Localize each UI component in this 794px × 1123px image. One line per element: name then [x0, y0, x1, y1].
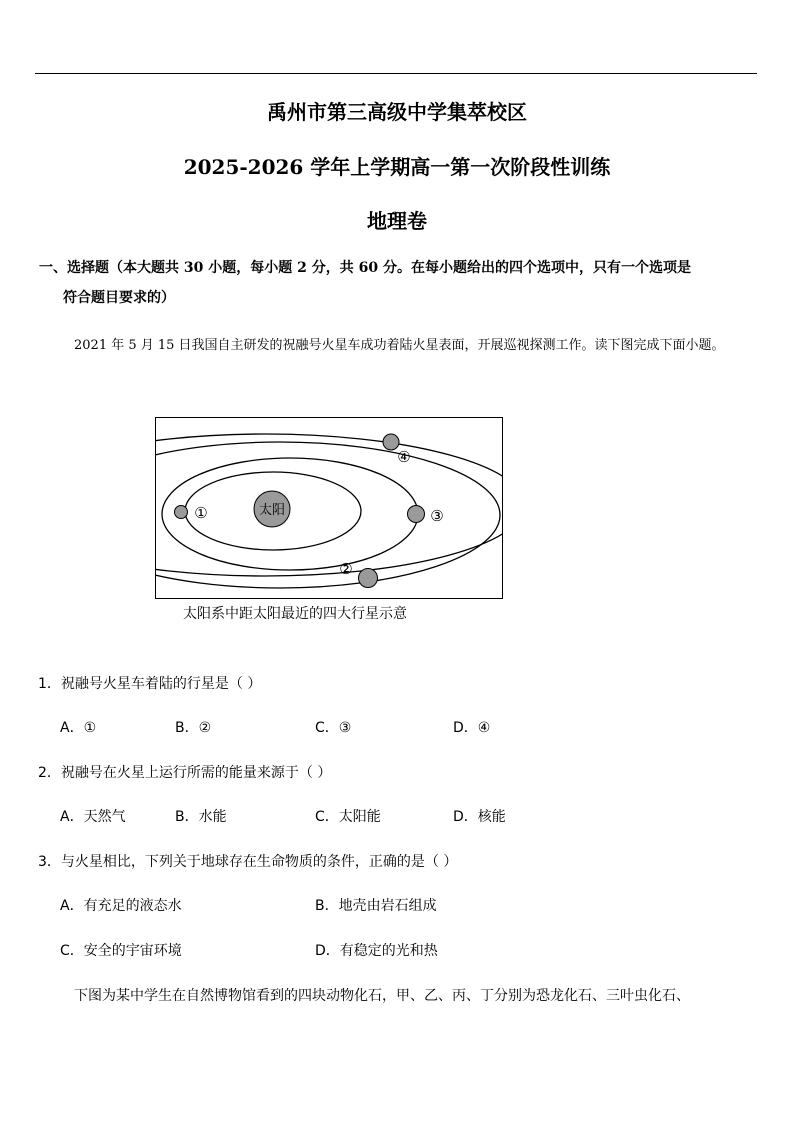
section-heading-line1: 一、选择题（本大题共 30 小题，每小题 2 分，共 60 分。在每小题给出的四个选项中，只有一个选项是	[39, 260, 691, 276]
question-3-option-a: A．有充足的液态水	[60, 898, 182, 914]
sun-label: 太阳	[258, 503, 286, 518]
next-passage: 下图为某中学生在自然博物馆看到的四块动物化石，甲、乙、丙、丁分别为恐龙化石、三叶虫化石、	[74, 988, 690, 1004]
planet-1-icon	[175, 506, 188, 519]
planet-3-icon	[408, 506, 425, 523]
question-3-option-b: B．地壳由岩石组成	[315, 898, 437, 914]
question-1-option-d: D．④	[453, 720, 491, 736]
exam-title: 2025-2026 学年上学期高一第一次阶段性训练	[183, 155, 611, 179]
section-heading	[39, 253, 761, 313]
question-1-option-b: B．②	[175, 720, 212, 736]
question-1-option-c: C．③	[315, 720, 352, 736]
planet-4-label: ④	[397, 448, 411, 466]
solar-system-diagram	[155, 417, 503, 599]
header-rule	[35, 73, 757, 74]
question-2-option-c: C．太阳能	[315, 809, 381, 825]
question-1-option-a: A．①	[60, 720, 97, 736]
question-2-option-d: D．核能	[453, 809, 506, 825]
question-3-option-d: D．有稳定的光和热	[315, 943, 438, 959]
question-2-option-b: B．水能	[175, 809, 227, 825]
question-3-option-c: C．安全的宇宙环境	[60, 943, 182, 959]
question-2-option-a: A．天然气	[60, 809, 126, 825]
planet-2-icon	[359, 569, 378, 588]
question-1-stem: 1．祝融号火星车着陆的行星是（ ）	[38, 676, 262, 692]
intro-passage: 2021 年 5 月 15 日我国自主研发的祝融号火星车成功着陆火星表面，开展巡视探测工作。读下图完成下面小题。	[74, 338, 725, 353]
question-2-stem: 2．祝融号在火星上运行所需的能量来源于（ ）	[38, 765, 332, 781]
question-3-stem: 3．与火星相比，下列关于地球存在生命物质的条件，正确的是（ ）	[38, 854, 458, 870]
school-title: 禹州市第三高级中学集萃校区	[267, 100, 527, 124]
planet-1-label: ①	[194, 504, 208, 522]
section-heading-line2: 符合题目要求的）	[63, 290, 175, 306]
figure-caption: 太阳系中距太阳最近的四大行星示意	[183, 606, 407, 622]
subject-title: 地理卷	[367, 209, 427, 233]
planet-2-label: ②	[339, 560, 353, 578]
planet-3-label: ③	[430, 507, 444, 525]
